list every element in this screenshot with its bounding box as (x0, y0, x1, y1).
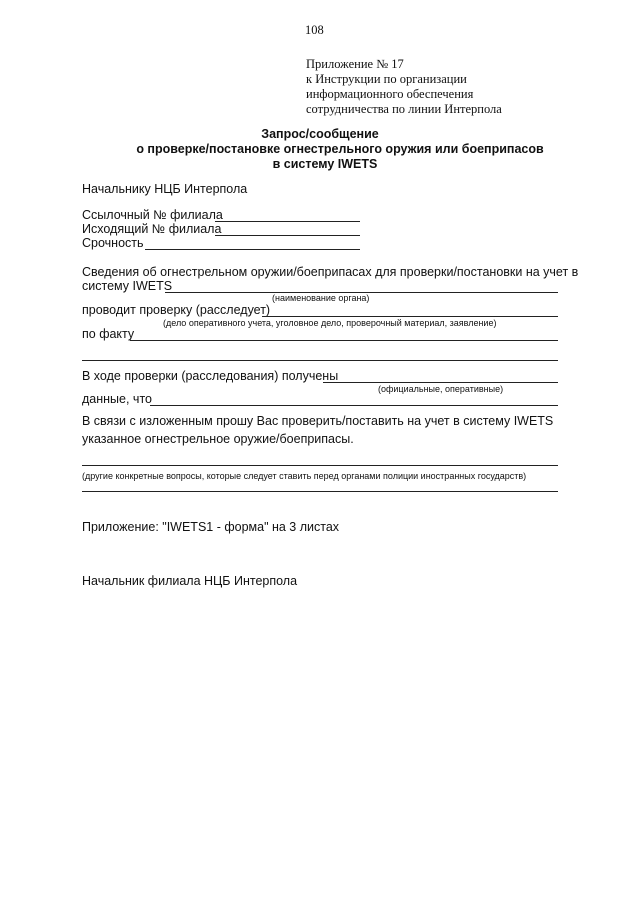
data-type-hint: (официальные, оперативные) (378, 384, 504, 394)
appendix-line: Приложение № 17 (306, 57, 404, 71)
case-type-field[interactable] (262, 316, 558, 317)
appendix-line: сотрудничества по линии Интерпола (306, 102, 502, 116)
outgoing-number-label: Исходящий № филиала (82, 222, 222, 236)
urgency-field[interactable] (145, 249, 360, 250)
attachment-note: Приложение: "IWETS1 - форма" на 3 листах (82, 520, 340, 534)
title-line: о проверке/постановке огнестрельного оружия или боеприпасов (136, 142, 544, 156)
by-fact-label: по факту (82, 327, 135, 341)
data-type-field[interactable] (323, 382, 558, 383)
page-number: 108 (305, 23, 324, 37)
title-line: в систему IWETS (272, 157, 378, 171)
reference-number-label: Ссылочный № филиала (82, 208, 223, 222)
addressee: Начальнику НЦБ Интерпола (82, 182, 248, 196)
reference-number-field[interactable] (215, 221, 360, 222)
questions-hint: (другие конкретные вопросы, которые следует ставить перед органами полиции иностранных государств) (82, 471, 527, 481)
agency-hint: (наименование органа) (272, 293, 370, 303)
outgoing-number-field[interactable] (215, 235, 360, 236)
appendix-line: к Инструкции по организации (306, 72, 467, 86)
request-text: указанное огнестрельное оружие/боеприпасы. (82, 432, 354, 446)
obtained-label: В ходе проверки (расследования) получены (82, 369, 339, 383)
signature-title: Начальник филиала НЦБ Интерпола (82, 574, 298, 588)
appendix-line: информационного обеспечения (306, 87, 474, 101)
questions-field-continuation[interactable] (82, 491, 558, 492)
info-text: систему IWETS (82, 279, 173, 293)
request-text: В связи с изложенным прошу Вас проверить/поставить на учет в систему IWETS (82, 414, 554, 428)
conducts-check-label: проводит проверку (расследует) (82, 303, 271, 317)
info-text: Сведения об огнестрельном оружии/боеприпасах для проверки/постановки на учет в (82, 265, 579, 279)
data-that-field[interactable] (150, 405, 558, 406)
title-line: Запрос/сообщение (261, 127, 379, 141)
questions-field[interactable] (82, 465, 558, 466)
fact-field-continuation[interactable] (82, 360, 558, 361)
fact-field[interactable] (130, 340, 558, 341)
data-that-label: данные, что (82, 392, 152, 406)
urgency-label: Срочность (82, 236, 144, 250)
case-type-hint: (дело оперативного учета, уголовное дело, проверочный материал, заявление) (163, 318, 497, 328)
